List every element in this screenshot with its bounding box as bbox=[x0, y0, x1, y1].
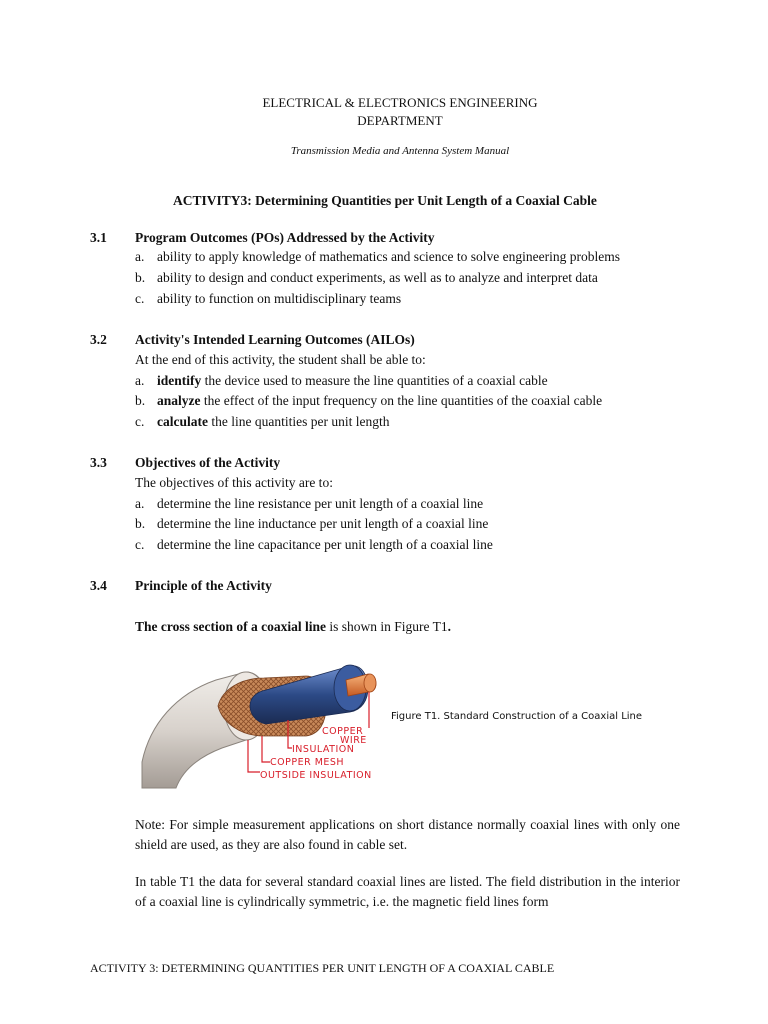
manual-title: Transmission Media and Antenna System Manual bbox=[290, 145, 510, 157]
list-item bbox=[135, 496, 483, 512]
list-item bbox=[135, 393, 602, 409]
item-label: c. bbox=[135, 537, 145, 552]
item-text: determine the line inductance per unit length of a coaxial line bbox=[157, 516, 489, 531]
label-copper-wire-line1: COPPER bbox=[322, 726, 364, 737]
list-item bbox=[135, 414, 389, 430]
item-text: ability to design and conduct experiments, as well as to analyze and interpret data bbox=[157, 270, 598, 285]
section-number-3-4: 3.4 bbox=[90, 578, 107, 593]
list-item bbox=[135, 249, 620, 265]
section-intro-3-2: At the end of this activity, the student shall be able to: bbox=[135, 352, 426, 367]
activity-title: ACTIVITY3: Determining Quantities per Unit Length of a Coaxial Cable bbox=[173, 193, 597, 208]
list-item bbox=[135, 270, 598, 286]
item-text: the effect of the input frequency on the line quantities of the coaxial cable bbox=[200, 393, 603, 408]
section-heading-3-3: Objectives of the Activity bbox=[135, 455, 281, 470]
section-heading-3-2: Activity's Intended Learning Outcomes (AILOs) bbox=[135, 332, 415, 347]
cross-section-dot: . bbox=[447, 619, 451, 634]
list-item bbox=[135, 291, 401, 307]
figure-reference-sentence bbox=[135, 619, 451, 635]
item-text: ability to apply knowledge of mathematics and science to solve engineering problems bbox=[157, 249, 620, 264]
note-paragraph: Note: For simple measurement applications on short distance normally coaxial lines with only one shield are used, as they are also found in cable set. bbox=[135, 817, 680, 852]
item-text: the line quantities per unit length bbox=[207, 414, 390, 429]
figure-caption: Figure T1. Standard Construction of a Coaxial Line bbox=[391, 711, 643, 722]
section-intro-3-3: The objectives of this activity are to: bbox=[135, 475, 333, 490]
item-label: b. bbox=[135, 270, 146, 285]
item-text: determine the line capacitance per unit length of a coaxial line bbox=[157, 537, 493, 552]
coaxial-cable-illustration bbox=[136, 654, 380, 792]
item-label: c. bbox=[135, 291, 145, 306]
label-insulation: INSULATION bbox=[292, 744, 355, 755]
label-copper-mesh: COPPER MESH bbox=[270, 757, 345, 768]
item-text: the device used to measure the line quantities of a coaxial cable bbox=[201, 373, 548, 388]
page-footer: ACTIVITY 3: DETERMINING QUANTITIES PER UNIT LENGTH OF A COAXIAL CABLE bbox=[90, 961, 555, 975]
list-item bbox=[135, 373, 548, 389]
section-number-3-1: 3.1 bbox=[90, 230, 107, 245]
item-keyword: identify bbox=[157, 373, 202, 388]
table-intro-paragraph: In table T1 the data for several standard coaxial lines are listed. The field distribution in the interior of a coaxial line is cylindrically symmetric, i.e. the magnetic field lines form bbox=[135, 874, 680, 909]
list-item bbox=[135, 537, 493, 553]
item-label: a. bbox=[135, 373, 145, 388]
item-label: b. bbox=[135, 516, 146, 531]
section-number-3-3: 3.3 bbox=[90, 455, 107, 470]
item-label: a. bbox=[135, 249, 145, 264]
department-header-line2: DEPARTMENT bbox=[357, 113, 443, 128]
label-outside-insulation: OUTSIDE INSULATION bbox=[260, 770, 372, 781]
item-label: c. bbox=[135, 414, 145, 429]
department-header-line1: ELECTRICAL & ELECTRONICS ENGINEERING bbox=[262, 95, 538, 110]
item-text: determine the line resistance per unit length of a coaxial line bbox=[157, 496, 484, 511]
cross-section-rest: is shown in Figure T1 bbox=[325, 619, 448, 634]
item-label: b. bbox=[135, 393, 146, 408]
section-heading-3-4: Principle of the Activity bbox=[135, 578, 272, 593]
item-keyword: calculate bbox=[157, 414, 208, 429]
label-copper-wire-line2: WIRE bbox=[340, 735, 367, 746]
list-item bbox=[135, 516, 488, 532]
item-label: a. bbox=[135, 496, 145, 511]
section-number-3-2: 3.2 bbox=[90, 332, 107, 347]
section-heading-3-1: Program Outcomes (POs) Addressed by the Activity bbox=[135, 230, 435, 245]
cross-section-bold: The cross section of a coaxial line bbox=[135, 619, 326, 634]
item-text: ability to function on multidisciplinary teams bbox=[157, 291, 402, 306]
item-keyword: analyze bbox=[157, 393, 201, 408]
